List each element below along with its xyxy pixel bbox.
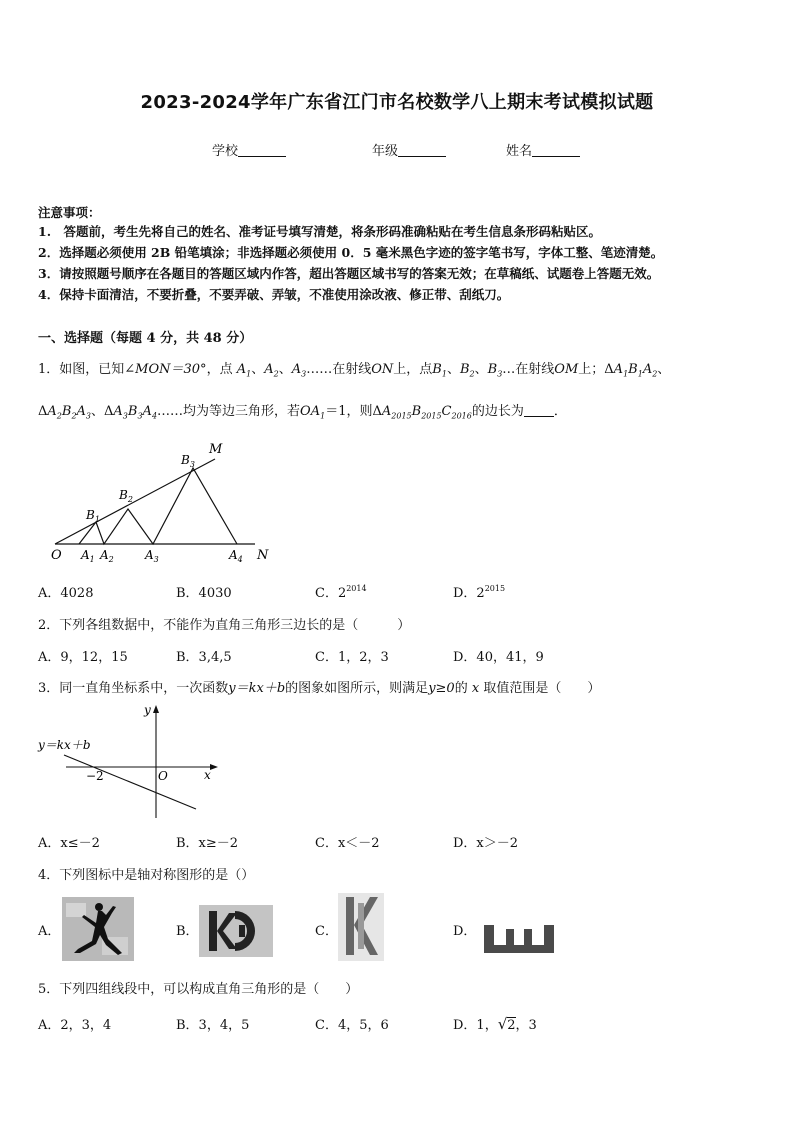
q1-text: …在射线 <box>502 362 555 377</box>
note-3: 3．请按照题号顺序在各题目的答题区域内作答，超出答题区域书写的答案无效；在草稿纸、试题卷上答题无效。 <box>38 266 660 281</box>
q3-function: y＝kx＋b <box>228 681 286 696</box>
q2-option-d[interactable]: D．40，41，9 <box>453 650 544 665</box>
q1-line2: $\Delta A_2B_2A_3$、$\Delta A_3B_3A_4\dots\dots$均为等边三角形，若$OA_1=1$，则$\Delta A_{2015}B_{2015}C_{2016}$的边长为 ． <box>38 404 567 421</box>
label-m: M <box>209 442 223 457</box>
q1-angle: ∠MON＝30° <box>124 362 207 377</box>
q4-option-b[interactable]: B． <box>176 924 199 939</box>
grade-field <box>372 140 446 159</box>
q2-option-a[interactable]: A．9，12，15 <box>38 650 128 665</box>
grade-label: 年级 <box>372 144 399 159</box>
q1-text: ……均为等边三角形，若 <box>157 404 301 419</box>
function-label: y＝kx＋b <box>38 738 91 752</box>
q5-option-d[interactable] <box>453 1014 537 1033</box>
q1-option-a[interactable]: A．4028 <box>38 586 94 601</box>
q5-option-d-pre: D．1， <box>453 1018 498 1033</box>
q1-text: 上； <box>578 362 605 377</box>
q1-line1: 1．如图，已知∠MON＝30°，点 $A_1$、$A_2$、$A_3\dots\dots$在射线ON上，点$B_1$、$B_2$、$B_3\dots$在射线OM上；$\Delta A_1B_1A_2$、 <box>38 362 671 379</box>
q2-text: 2．下列各组数据中，不能作为直角三角形三边长的是（ ） <box>38 618 411 633</box>
a1: $A_1$ <box>236 362 252 379</box>
q5-option-d-radicand: 2 <box>507 1018 516 1033</box>
kd-logo-icon <box>199 905 273 957</box>
label-o: O <box>51 548 62 563</box>
q1-option-b[interactable]: B．4030 <box>176 586 232 601</box>
q1-text: 的边长为 <box>471 404 524 419</box>
q1-option-d[interactable] <box>453 582 505 601</box>
q2-option-b[interactable]: B．3,4,5 <box>176 650 232 665</box>
q3-option-c[interactable]: C．x＜－2 <box>315 836 380 851</box>
q5-option-a[interactable]: A．2，3，4 <box>38 1018 112 1033</box>
q5-option-d-post: ，3 <box>515 1018 537 1033</box>
q3-text-c: 的 <box>454 681 468 696</box>
q4-option-d[interactable]: D． <box>453 924 477 939</box>
q1-option-c-exp: 2014 <box>346 584 367 593</box>
q4-option-a[interactable]: A． <box>38 924 61 939</box>
oa-label: OA <box>300 404 321 419</box>
school-label: 学校 <box>212 144 239 159</box>
note-1: 1. 答题前，考生先将自己的姓名、准考证号填写清楚，将条形码准确粘贴在考生信息条形码粘贴区。 <box>38 224 602 239</box>
school-blank[interactable] <box>238 144 286 157</box>
q3-text-b: 的图象如图所示，则满足 <box>285 681 429 696</box>
name-blank[interactable] <box>532 144 580 157</box>
q3-option-a[interactable]: A．x≤－2 <box>38 836 100 851</box>
label-a4: $A_4$ <box>229 548 243 564</box>
ray-on: ON <box>371 362 394 377</box>
b3: $B_3$ <box>487 362 503 379</box>
crown-logo-icon <box>480 915 558 957</box>
b1: $B_1$ <box>432 362 447 379</box>
q4-text: 4．下列图标中是轴对称图形的是（） <box>38 868 255 883</box>
q3-text-a: 3．同一直角坐标系中，一次函数 <box>38 681 229 696</box>
q3-option-d[interactable]: D．x＞－2 <box>453 836 519 851</box>
label-a3: $A_3$ <box>145 548 159 564</box>
q2-option-c[interactable]: C．1，2，3 <box>315 650 389 665</box>
name-label: 姓名 <box>506 144 533 159</box>
q3-option-b[interactable]: B．x≥－2 <box>176 836 239 851</box>
q1-answer-blank[interactable] <box>524 404 554 417</box>
q1-option-d-exp: 2015 <box>484 584 506 593</box>
q1-figure <box>45 435 285 570</box>
page-title: 2023-2024学年广东省江门市名校数学八上期末考试模拟试题 <box>140 92 654 113</box>
q3-figure <box>36 700 226 825</box>
x-label: x <box>204 768 211 782</box>
triangle-2: $A_2B_2A_3$ <box>47 404 92 421</box>
q1-end: ． <box>553 404 567 419</box>
label-a1: $A_1$ <box>81 548 95 564</box>
label-b1: $B_1$ <box>86 508 100 524</box>
origin-label: O <box>158 769 168 783</box>
label-n: N <box>257 548 269 563</box>
q1-option-c-base: C．2 <box>315 586 347 601</box>
q3-text <box>38 677 600 696</box>
note-2: 2．选择题必须使用 2B 铅笔填涂；非选择题必须使用 0．5 毫米黑色字迹的签字笔书写，字体工整、笔迹清楚。 <box>38 245 664 260</box>
section-heading: 一、选择题（每题 4 分，共 48 分） <box>38 331 253 346</box>
q1-text: 上，点 <box>393 362 433 377</box>
name-field <box>506 140 580 159</box>
label-b2: $B_2$ <box>119 488 133 504</box>
x-axis-arrow <box>210 764 218 770</box>
oa1: $OA_1$ <box>300 404 326 421</box>
q3-xvar: x <box>471 681 480 696</box>
q3-condition: y≥0 <box>428 681 455 696</box>
q3-text-d: 取值范围是（ ） <box>483 681 601 696</box>
b2: $B_2$ <box>459 362 475 379</box>
kyrie-logo-icon <box>338 893 384 961</box>
q4-option-c[interactable]: C． <box>315 924 338 939</box>
q1-option-c[interactable] <box>315 582 367 601</box>
q1-text: ……在射线 <box>306 362 372 377</box>
a2: $A_2$ <box>264 362 279 379</box>
grade-blank[interactable] <box>398 144 446 157</box>
zigzag-triangles <box>79 468 237 544</box>
label-a2: $A_2$ <box>100 548 114 564</box>
neg2-label: −2 <box>86 769 104 783</box>
q1-number: 1．如图，已知 <box>38 362 125 377</box>
ray-om: OM <box>554 362 579 377</box>
label-b3: $B_3$ <box>181 453 195 469</box>
q5-text: 5．下列四组线段中，可以构成直角三角形的是（ ） <box>38 982 359 997</box>
jumpman-logo-icon <box>62 897 134 961</box>
q1-text: ，则 <box>346 404 373 419</box>
q1-option-d-base: D．2 <box>453 586 485 601</box>
q1-text: ，点 <box>206 362 233 377</box>
q1-eq: ＝1 <box>325 404 347 419</box>
sqrt-sign-icon: √ <box>497 1015 508 1033</box>
school-field <box>212 140 286 159</box>
q5-option-c[interactable]: C．4，5，6 <box>315 1018 389 1033</box>
triangle-3: $A_3B_3A_4$ <box>113 404 158 421</box>
y-axis-arrow <box>153 705 159 713</box>
q5-option-b[interactable]: B．3，4，5 <box>176 1018 250 1033</box>
triangle-1: $A_1B_1A_2$ <box>613 362 658 379</box>
a3: $A_3$ <box>291 362 307 379</box>
y-label: y <box>144 703 151 717</box>
target-triangle: $A_{2015}B_{2015}C_{2016}$ <box>381 404 472 421</box>
notes-heading: 注意事项： <box>38 205 101 220</box>
function-line <box>64 755 196 809</box>
note-4: 4．保持卡面清洁，不要折叠，不要弄破、弄皱，不准使用涂改液、修正带、刮纸刀。 <box>38 287 510 302</box>
